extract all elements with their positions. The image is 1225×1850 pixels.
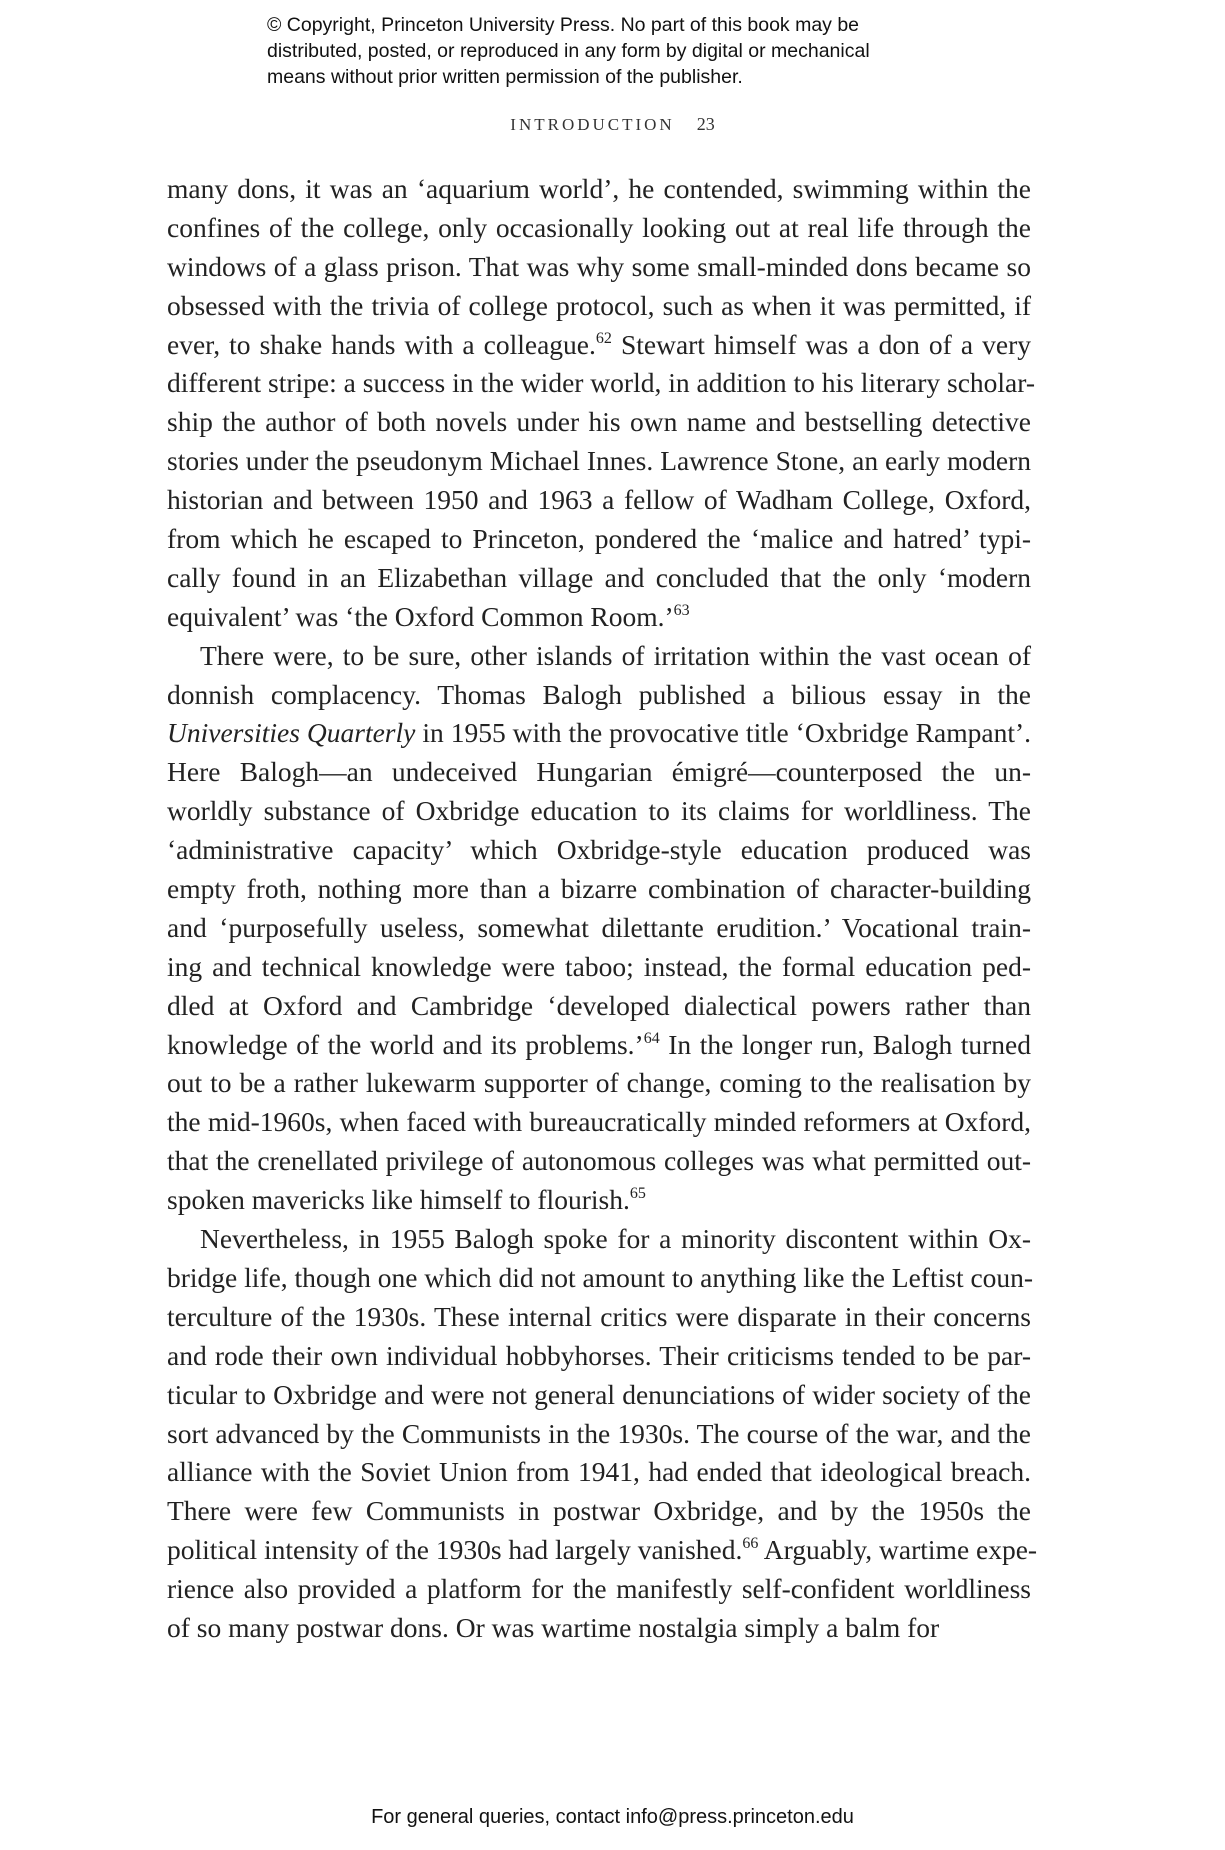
text-line (167, 714, 1031, 753)
line-text: ‘administrative capacity’ which Oxbridge-style education produced was (167, 834, 1031, 866)
line-text: In the longer run, Balogh turned (659, 1028, 1031, 1060)
text-line (167, 1492, 1031, 1531)
copyright-notice (267, 12, 1027, 90)
line-text: stories under the pseudonym Michael Innes. Lawrence Stone, an early modern (167, 445, 1031, 477)
line-text: historian and between 1950 and 1963 a fellow of Wadham College, Oxford, (167, 484, 1031, 516)
text-line (167, 170, 1031, 209)
line-text: confines of the college, only occasionally looking out at real life through the (167, 211, 1031, 243)
line-text: windows of a glass prison. That was why some small-minded dons became so (167, 250, 1031, 282)
text-line (167, 831, 1031, 870)
line-text: sort advanced by the Communists in the 1930s. The course of the war, and the (167, 1417, 1031, 1449)
text-line (167, 987, 1031, 1026)
line-text: the mid-1960s, when faced with bureaucratically minded reformers at Oxford, (167, 1106, 1031, 1138)
line-text: There were, to be sure, other islands of irritation within the vast ocean of (200, 639, 1031, 671)
text-line (167, 792, 1031, 831)
text-line (167, 1259, 1034, 1298)
text-line (167, 870, 1031, 909)
footnote-reference[interactable]: 65 (629, 1185, 646, 1203)
text-line (167, 753, 1031, 792)
line-text: different stripe: a success in the wider world, in addition to his literary scholar- (167, 367, 1036, 399)
paragraph (167, 170, 1036, 637)
text-line (167, 1142, 1031, 1181)
text-line (167, 948, 1031, 987)
line-text: Nevertheless, in 1955 Balogh spoke for a minority discontent within Ox- (200, 1223, 1031, 1255)
line-text: equivalent’ was ‘the Oxford Common Room.’ (167, 600, 674, 632)
text-line (167, 1026, 1031, 1065)
text-line (167, 1103, 1031, 1142)
footnote-reference[interactable]: 62 (595, 329, 612, 347)
line-text: ing and technical knowledge were taboo; instead, the formal education ped- (167, 950, 1031, 982)
text-line (167, 676, 1031, 715)
text-line (167, 403, 1031, 442)
line-text: ticular to Oxbridge and were not general denunciations of wider society of the (167, 1378, 1031, 1410)
footnote-reference[interactable]: 66 (742, 1535, 759, 1553)
line-text: knowledge of the world and its problems.’ (167, 1028, 644, 1060)
text-line (167, 598, 1031, 637)
text-line (167, 326, 1031, 365)
line-text: many dons, it was an ‘aquarium world’, he contended, swimming within the (167, 173, 1031, 204)
paragraph (167, 1220, 1038, 1648)
text-line (167, 1337, 1031, 1376)
line-text: Here Balogh—an undeceived Hungarian émigré—counterposed the un- (167, 756, 1031, 788)
text-line (167, 1609, 1031, 1648)
line-text: political intensity of the 1930s had largely vanished. (167, 1534, 743, 1566)
line-text: out to be a rather lukewarm supporter of change, coming to the realisation by (167, 1067, 1031, 1099)
line-text: dled at Oxford and Cambridge ‘developed dialectical powers rather than (167, 989, 1031, 1021)
text-line (167, 1570, 1031, 1609)
line-text: Arguably, wartime expe- (758, 1534, 1038, 1566)
text-line (167, 1298, 1031, 1337)
text-line (167, 1453, 1031, 1492)
line-text: rience also provided a platform for the manifestly self-confident worldliness (167, 1573, 1031, 1605)
text-line (167, 909, 1031, 948)
line-text: There were few Communists in postwar Oxbridge, and by the 1950s the (167, 1495, 1031, 1527)
section-title: INTRODUCTION (510, 115, 675, 134)
footer-contact: For general queries, contact info@press.princeton.edu (371, 1806, 854, 1828)
copyright-line: distributed, posted, or reproduced in any form by digital or mechanical (267, 40, 870, 62)
footnote-reference[interactable]: 64 (643, 1029, 660, 1047)
line-text: bridge life, though one which did not amount to anything like the Leftist coun- (167, 1261, 1034, 1293)
text-line (167, 364, 1036, 403)
paragraph (167, 637, 1031, 1220)
line-text: and ‘purposefully useless, somewhat dilettante erudition.’ Vocational train- (167, 911, 1031, 943)
line-text: terculture of the 1930s. These internal critics were disparate in their concerns (167, 1300, 1031, 1332)
running-head (0, 114, 1225, 135)
line-text: in 1955 with the provocative title ‘Oxbridge Rampant’. (415, 717, 1031, 749)
line-text: ever, to shake hands with a colleague. (167, 328, 596, 360)
line-text: empty froth, nothing more than a bizarre combination of character-building (167, 873, 1031, 905)
line-text: Stewart himself was a don of a very (611, 328, 1031, 360)
line-text: from which he escaped to Princeton, pondered the ‘malice and hatred’ typi- (167, 523, 1031, 555)
copyright-line: means without prior written permission of the publisher. (267, 66, 743, 88)
line-text: spoken mavericks like himself to flourish. (167, 1184, 630, 1216)
line-text: alliance with the Soviet Union from 1941, had ended that ideological breach. (167, 1456, 1031, 1488)
line-text: ship the author of both novels under his own name and bestselling detective (167, 406, 1031, 438)
text-line (167, 1415, 1031, 1454)
text-line (167, 1181, 1031, 1220)
line-text: obsessed with the trivia of college protocol, such as when it was permitted, if (167, 289, 1031, 321)
text-line (167, 1531, 1038, 1570)
line-text: worldly substance of Oxbridge education to its claims for worldliness. The (167, 795, 1031, 827)
text-line (167, 209, 1031, 248)
line-text: donnish complacency. Thomas Balogh published a bilious essay in the (167, 678, 1031, 710)
journal-title: Universities Quarterly (167, 717, 416, 749)
page-number: 23 (696, 114, 715, 134)
body-text (167, 170, 1038, 1648)
text-line (167, 559, 1031, 598)
text-line (167, 481, 1031, 520)
text-line (167, 1220, 1031, 1259)
line-text: that the crenellated privilege of autonomous colleges was what permitted out- (167, 1145, 1031, 1177)
text-line (167, 637, 1031, 676)
text-line (167, 1064, 1031, 1103)
text-line (167, 287, 1031, 326)
text-line (167, 248, 1031, 287)
line-text: cally found in an Elizabethan village and concluded that the only ‘modern (167, 561, 1031, 593)
copyright-line: © Copyright, Princeton University Press. No part of this book may be (267, 14, 860, 36)
text-line (167, 442, 1031, 481)
text-line (167, 520, 1031, 559)
line-text: and rode their own individual hobbyhorses. Their criticisms tended to be par- (167, 1339, 1031, 1371)
line-text: of so many postwar dons. Or was wartime nostalgia simply a balm for (167, 1611, 940, 1643)
footnote-reference[interactable]: 63 (673, 601, 690, 619)
text-line (167, 1376, 1031, 1415)
